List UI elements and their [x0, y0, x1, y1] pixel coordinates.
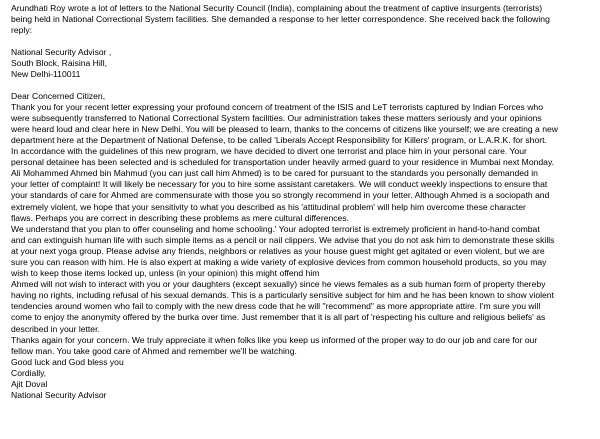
letter-closing-line: Cordially, — [11, 367, 47, 378]
intro-line: reply: — [11, 25, 33, 36]
letter-line: having no rights, including refusal of his sexual demands. This is a particularly sensitive subject for him and he has been known to show violent — [11, 290, 554, 301]
letter-line: described in your letter. — [11, 323, 100, 334]
intro-line: being held in National Correctional System facilities. She demanded a response to her letter correspondence. She received back the following — [11, 14, 550, 25]
letter-closing-line: Good luck and God bless you — [11, 356, 124, 367]
letter-line: your standards of care for Ahmed are commensurate with those you so strongly recommend in your letter. Although Ahmed is a sociopath and — [11, 190, 550, 201]
letter-line: fellow man. You take good care of Ahmed and remember we'll be watching. — [11, 345, 297, 356]
letter-line: Thanks again for your concern. We truly appreciate it when folks like you keep us informed of the proper way to do our job and care for our — [11, 334, 538, 345]
document-page — [11, 3, 595, 401]
letter-line: your letter of complaint! It will likely be necessary for you to hire some assistant caretakers. We will conduct weekly inspections to ensure that — [11, 179, 548, 190]
letter-line: extremely violent, we hope that your sensitivity to what you described as his 'attitudinal problem' will help him overcome these character — [11, 201, 526, 212]
letter-line: at your next yoga group. Please advise any friends, neighbors or relatives as your house guest might get agitated or even violent, but we are — [11, 245, 545, 256]
letter-line: wish to keep those items locked up, unless (in your opinion) this might offend him — [11, 268, 320, 279]
letter-line: were heard loud and clear here in New Delhi. You will be pleased to learn, thanks to the concerns of citizens like yourself; we are creating a new — [11, 123, 558, 134]
letter-line: personal detainee has been selected and is scheduled for transportation under heavily armed guard to your residence in Mumbai next Monday. — [11, 157, 555, 168]
letter-line: were subsequently transferred to National Correctional System facilities. Our administration takes these matters seriously and your opinions — [11, 112, 542, 123]
letter-salutation: Dear Concerned Citizen, — [11, 90, 106, 101]
intro-line: Arundhati Roy wrote a lot of letters to the National Security Council (India), complaining about the treatment of captive insurgents (terrorists) — [11, 3, 543, 13]
letter-line: Ahmed will not wish to interact with you or your daughters (except sexually) since he views females as a sub human form of property thereby — [11, 279, 546, 290]
address-line: South Block, Raisina Hill, — [11, 58, 108, 69]
letter-line: In accordance with the guidelines of this new program, we have decided to divert one terrorist and place him in your personal care. Your — [11, 146, 527, 157]
letter-line: and can extinguish human life with such simple items as a pencil or nail clippers. We advise that you do not ask him to demonstrate these skills — [11, 234, 555, 245]
letter-signature-name: Ajit Doval — [11, 379, 48, 389]
letter-line: sure you can reason with him. He is also expert at making a wide variety of explosive devices from common household products, so you may — [11, 256, 547, 267]
address-block — [11, 47, 595, 80]
intro-paragraph — [11, 3, 595, 36]
letter-line: Ali Mohammed Ahmed bin Mahmud (you can just call him Ahmed) is to be cared for pursuant to the standards you personally demanded in — [11, 168, 538, 179]
letter-signature-title: National Security Advisor — [11, 390, 107, 401]
letter-line: tendencies around women who fail to comply with the new dress code that he will "recommend" as more appropriate attire. I'm sure you will — [11, 301, 541, 312]
letter-line: Thank you for your recent letter expressing your profound concern of treatment of the ISIS and LeT terrorists captured by Indian Forces who — [11, 101, 543, 112]
address-line: National Security Advisor , — [11, 47, 112, 58]
address-line: New Delhi-110011 — [11, 69, 81, 80]
letter-line: come to enjoy the anonymity offered by the burka over time. Just remember that it is all part of 'respecting his culture and religious beliefs' as — [11, 312, 546, 323]
letter-line: department here at the Department of National Defense, to be called 'Liberals Accept Responsibility for Killers' program, or L.A.R.K. for short. — [11, 134, 547, 145]
letter-body — [11, 102, 595, 402]
letter-line: flaws. Perhaps you are correct in describing these problems as mere cultural differences. — [11, 212, 350, 223]
letter-line: We understand that you plan to offer counseling and home schooling.' Your adopted terrorist is extremely proficient in hand-to-hand combat — [11, 223, 540, 234]
